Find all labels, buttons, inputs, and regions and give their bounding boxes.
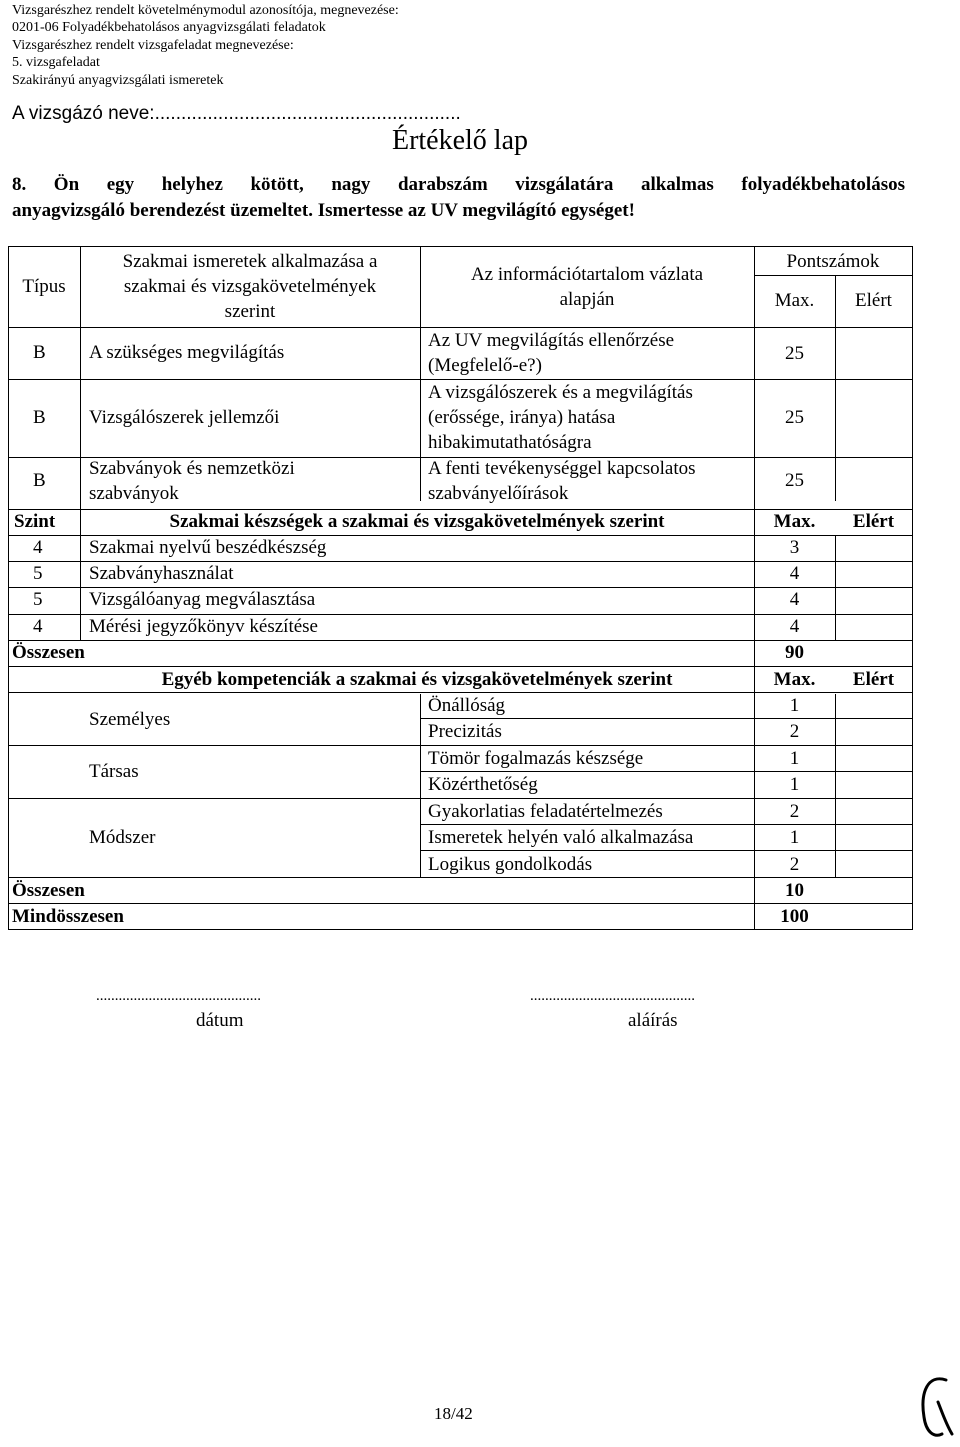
skill-level: 4	[33, 616, 43, 637]
subtotal-value: 10	[785, 880, 804, 901]
row-content	[428, 380, 693, 455]
column-header-outline	[420, 262, 754, 312]
task-text-line-1: 8. Ön egy helyhez kötött, nagy darabszám vizsgálatára alkalmas folyadékbehatolásos	[12, 174, 905, 195]
competency-max: 2	[789, 721, 800, 742]
header-text-line: szakmai és vizsgakövetelmények	[123, 276, 377, 297]
other-header-max: Max.	[773, 669, 816, 690]
signature-dots: ............................................	[530, 988, 695, 1004]
column-header-achieved: Elért	[855, 290, 892, 311]
table-border	[754, 275, 913, 276]
table-border	[835, 535, 836, 641]
header-line: Vizsgarészhez rendelt vizsgafeladat megnevezése:	[12, 37, 294, 53]
column-header-type: Típus	[22, 276, 66, 297]
skills-header-title: Szakmai készségek a szakmai és vizsgakövetelmények szerint	[169, 511, 665, 532]
row-content	[428, 328, 674, 378]
competency-item: Ismeretek helyén való alkalmazása	[428, 827, 694, 848]
row-type: B	[33, 407, 46, 428]
row-content	[428, 456, 696, 506]
skill-level: 5	[33, 563, 43, 584]
row-type: B	[33, 470, 46, 491]
header-text-line: szerint	[224, 301, 276, 322]
grand-total-label: Mindösszesen	[12, 906, 124, 927]
page-title: Értékelő lap	[391, 125, 529, 156]
content-line: szabványelőírások	[428, 483, 569, 504]
skill-max: 3	[789, 537, 800, 558]
skill-name: Mérési jegyzőkönyv készítése	[89, 616, 318, 637]
competency-item: Önállóság	[428, 695, 506, 716]
skill-line: szabványok	[89, 483, 179, 504]
handwritten-mark	[916, 1372, 956, 1442]
competency-max: 2	[789, 854, 800, 875]
evaluation-table	[8, 246, 913, 930]
row-max: 25	[785, 470, 804, 491]
page-header	[12, 2, 399, 89]
row-max: 25	[785, 407, 804, 428]
other-header-achieved: Elért	[852, 669, 895, 690]
row-max: 25	[785, 343, 804, 364]
header-line: 0201-06 Folyadékbehatolásos anyagvizsgálati feladatok	[12, 20, 326, 36]
table-border	[8, 929, 913, 930]
skill-name: Szabványhasználat	[89, 563, 234, 584]
table-border	[8, 246, 913, 247]
skills-header-max: Max.	[773, 511, 816, 532]
content-line: A fenti tevékenységgel kapcsolatos	[428, 458, 696, 479]
competency-max: 1	[789, 774, 800, 795]
header-text-line: Szakmai ismeretek alkalmazása a	[122, 251, 378, 272]
row-skill: Vizsgálószerek jellemzői	[89, 407, 280, 428]
column-header-max: Max.	[774, 290, 815, 311]
task-text-line-2: anyagvizsgáló berendezést üzemeltet. Ismertesse az UV megvilágító egységet!	[12, 200, 635, 221]
header-text-line: alapján	[559, 289, 615, 310]
skill-max: 4	[789, 616, 800, 637]
content-line: (Megfelelő-e?)	[428, 355, 542, 376]
competency-max: 1	[789, 748, 800, 769]
header-line: 5. vizsgafeladat	[12, 55, 100, 71]
content-line: A vizsgálószerek és a megvilágítás	[428, 382, 693, 403]
column-header-points: Pontszámok	[786, 251, 880, 272]
content-line: Az UV megvilágítás ellenőrzése	[428, 330, 675, 351]
skill-max: 4	[789, 589, 800, 610]
header-line: Vizsgarészhez rendelt követelménymodul azonosítója, megnevezése:	[12, 3, 399, 18]
skill-name: Szakmai nyelvű beszédkészség	[89, 537, 327, 558]
skill-level: 5	[33, 589, 43, 610]
skill-max: 4	[789, 563, 800, 584]
row-skill	[89, 456, 295, 506]
content-line: hibakimutathatóságra	[428, 432, 592, 453]
grand-total-value: 100	[780, 906, 809, 927]
skill-line: Szabványok és nemzetközi	[89, 458, 295, 479]
subtotal-label: Összesen	[12, 880, 85, 901]
content-line: (erőssége, iránya) hatása	[428, 407, 616, 428]
table-border	[8, 246, 9, 930]
header-text-line: Az információtartalom vázlata	[470, 264, 704, 285]
skills-header-achieved: Elért	[852, 511, 895, 532]
header-line: Szakirányú anyagvizsgálati ismeretek	[12, 72, 224, 88]
row-type: B	[33, 342, 46, 363]
competency-item: Logikus gondolkodás	[428, 854, 593, 875]
column-header-knowledge	[80, 249, 420, 324]
signature-label: aláírás	[628, 1010, 678, 1031]
competency-group: Személyes	[89, 709, 171, 730]
other-header-title: Egyéb kompetenciák a szakmai és vizsgakövetelmények szerint	[161, 669, 673, 690]
skill-name: Vizsgálóanyag megválasztása	[89, 589, 316, 610]
date-dots: ............................................	[96, 988, 261, 1004]
date-label: dátum	[196, 1010, 244, 1031]
competency-max: 1	[789, 827, 800, 848]
examinee-name-field: A vizsgázó neve:..........................................................	[12, 103, 461, 124]
competency-item: Közérthetőség	[428, 774, 538, 795]
subtotal-label: Összesen	[12, 642, 85, 663]
competency-max: 2	[789, 801, 800, 822]
competency-item: Tömör fogalmazás készsége	[428, 748, 644, 769]
page-number: 18/42	[434, 1404, 473, 1423]
competency-max: 1	[789, 695, 800, 716]
row-skill: A szükséges megvilágítás	[89, 342, 285, 363]
competency-group: Társas	[89, 761, 139, 782]
table-border	[420, 850, 913, 851]
table-border	[912, 246, 913, 930]
subtotal-value: 90	[785, 642, 804, 663]
skills-header-level: Szint	[14, 511, 56, 532]
competency-item: Gyakorlatias feladatértelmezés	[428, 801, 663, 822]
competency-group: Módszer	[89, 827, 156, 848]
skill-level: 4	[33, 537, 43, 558]
competency-item: Precizitás	[428, 721, 502, 742]
